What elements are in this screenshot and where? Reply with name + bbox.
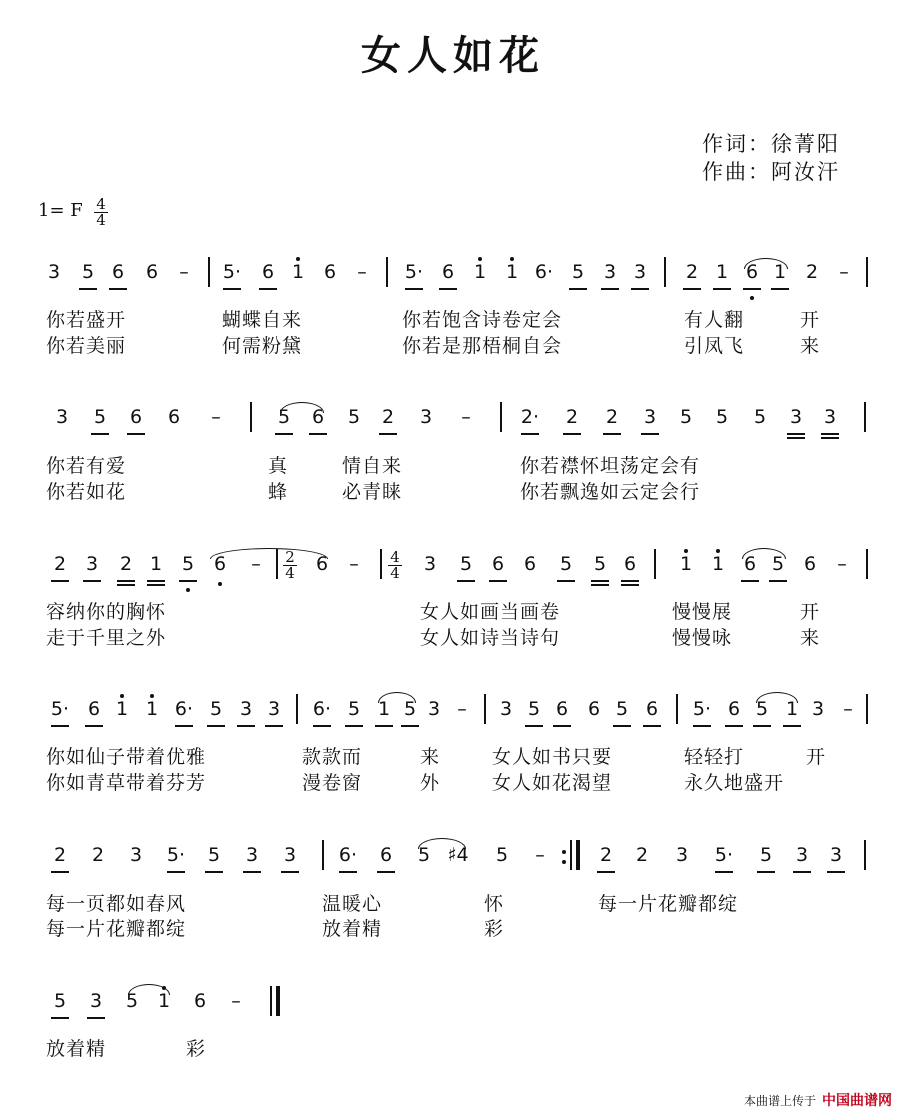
note: 2 [685, 261, 699, 283]
lyric-line-2c: 你若是那梧桐自会 [402, 335, 563, 357]
lyric-line-6b: 女人如诗当诗句 [420, 627, 561, 649]
note: 3 [427, 698, 441, 720]
beam-line [117, 580, 135, 582]
beam-line [725, 725, 743, 727]
lyric-line-2e: 来 [800, 335, 821, 357]
note: 6 [315, 553, 329, 575]
note: 2 [91, 844, 105, 866]
beam-line [83, 580, 101, 582]
note: 2 [605, 406, 619, 428]
note: 2 [599, 844, 613, 866]
note: 3 [795, 844, 809, 866]
note: 5 [347, 406, 361, 428]
note: 6 [129, 406, 143, 428]
song-title: 女人如花 [361, 32, 545, 79]
note: 2 [635, 844, 649, 866]
footer-brand-logo: 中国曲谱网 [822, 1093, 892, 1109]
note: 5 [527, 698, 541, 720]
barline [664, 257, 666, 287]
note: 6 [311, 406, 325, 428]
beam-line [621, 584, 639, 586]
octave-dot-below [750, 296, 754, 300]
note: 2 [119, 553, 133, 575]
beam-line [109, 288, 127, 290]
note: 5 [679, 406, 693, 428]
note: 2· [520, 406, 540, 428]
beam-line [51, 580, 69, 582]
note: 6 [145, 261, 159, 283]
lyric-line-8a: 你如青草带着芬芳 [46, 772, 207, 794]
beam-line [713, 288, 731, 290]
note: – [349, 553, 359, 575]
beam-line [345, 725, 363, 727]
lyric-line-5a: 容纳你的胸怀 [46, 601, 167, 623]
note: 5 [571, 261, 585, 283]
lyric-line-9a: 每一页都如春风 [46, 893, 187, 915]
beam-line [147, 580, 165, 582]
note: 5 [209, 698, 223, 720]
octave-dot-above [150, 694, 154, 698]
note: 6 [111, 261, 125, 283]
beam-line [563, 433, 581, 435]
beam-line [51, 871, 69, 873]
note: 5 [417, 844, 431, 866]
barline [380, 549, 382, 579]
footer-credit [744, 1090, 892, 1110]
lyric-line-11a: 放着精 [46, 1038, 107, 1060]
lyric-line-7d: 女人如书只要 [492, 746, 613, 768]
beam-line [489, 580, 507, 582]
note: 5 [615, 698, 629, 720]
octave-dot-above [120, 694, 124, 698]
lyric-line-7c: 来 [420, 746, 441, 768]
lyric-line-5b: 女人如画当画卷 [420, 601, 561, 623]
lyric-line-8d: 女人如花渴望 [492, 772, 613, 794]
note: 6 [587, 698, 601, 720]
note: 6 [743, 553, 757, 575]
note: 3 [829, 844, 843, 866]
note: 2 [53, 844, 67, 866]
note: 1 [145, 698, 159, 720]
slur [378, 692, 416, 703]
octave-dot-above [716, 549, 720, 553]
note: 2 [53, 553, 67, 575]
beam-line [51, 725, 69, 727]
beam-line [753, 725, 771, 727]
barline [296, 694, 298, 724]
lyric-line-1b: 蝴蝶自来 [222, 309, 303, 331]
beam-line [715, 871, 733, 873]
note: – [461, 406, 471, 428]
slur [280, 402, 324, 413]
beam-line [127, 433, 145, 435]
beam-line [827, 871, 845, 873]
lyric-line-10b: 放着精 [322, 918, 383, 940]
beam-line [553, 725, 571, 727]
barline [484, 694, 486, 724]
beam-line [521, 433, 539, 435]
beam-line [175, 725, 193, 727]
beam-line [243, 871, 261, 873]
time-change-2-4-top: 2 [283, 550, 297, 566]
note: 1 [711, 553, 725, 575]
beam-line [821, 437, 839, 439]
note: 1 [679, 553, 693, 575]
octave-dot-above [510, 257, 514, 261]
lyric-line-2d: 引凤飞 [684, 335, 745, 357]
note: 5 [753, 406, 767, 428]
lyric-line-9b: 温暖心 [322, 893, 383, 915]
note: 5 [759, 844, 773, 866]
time-change-4-4-top: 4 [388, 550, 402, 566]
note: ♯4 [447, 844, 469, 866]
barline [500, 402, 502, 432]
note: 3 [245, 844, 259, 866]
note: 3 [823, 406, 837, 428]
note: 6 [523, 553, 537, 575]
note: 1 [773, 261, 787, 283]
note: 1 [473, 261, 487, 283]
note: 6 [803, 553, 817, 575]
slur [744, 258, 788, 269]
beam-line [281, 871, 299, 873]
beam-line [613, 725, 631, 727]
lyric-line-5d: 开 [800, 601, 821, 623]
note: 5 [495, 844, 509, 866]
note: 3 [239, 698, 253, 720]
note: 5 [277, 406, 291, 428]
note: 5 [559, 553, 573, 575]
lyric-line-9d: 每一片花瓣都绽 [598, 893, 739, 915]
note: 1 [291, 261, 305, 283]
barline [866, 257, 868, 287]
beam-line [339, 871, 357, 873]
barline [866, 549, 868, 579]
lyric-line-4a: 你若如花 [46, 481, 127, 503]
lyric-line-2b: 何需粉黛 [222, 335, 303, 357]
note: 6 [745, 261, 759, 283]
lyric-line-7e: 轻轻打 [684, 746, 745, 768]
beam-line [621, 580, 639, 582]
repeat-dot [562, 860, 566, 864]
barline [322, 840, 324, 870]
lyric-line-1a: 你若盛开 [46, 309, 127, 331]
beam-line [641, 433, 659, 435]
time-signature-bottom: 4 [96, 211, 106, 229]
beam-line [457, 580, 475, 582]
barline [250, 402, 252, 432]
octave-dot-above [296, 257, 300, 261]
note: 3 [675, 844, 689, 866]
note: 6 [213, 553, 227, 575]
beam-line [591, 580, 609, 582]
beam-line [237, 725, 255, 727]
beam-line [693, 725, 711, 727]
beam-line [821, 433, 839, 435]
lyric-line-1d: 有人翻 [684, 309, 745, 331]
barline [208, 257, 210, 287]
note: 5· [50, 698, 70, 720]
lyric-line-1c: 你若饱含诗卷定会 [402, 309, 563, 331]
beam-line [757, 871, 775, 873]
lyric-line-2a: 你若美丽 [46, 335, 127, 357]
note: – [357, 261, 367, 283]
beam-line [643, 725, 661, 727]
note: 6 [167, 406, 181, 428]
final-barline-thick [276, 986, 280, 1016]
note: 1 [785, 698, 799, 720]
beam-line [741, 580, 759, 582]
lyric-line-7b: 款款而 [302, 746, 363, 768]
note: 5 [347, 698, 361, 720]
note: 2 [381, 406, 395, 428]
beam-line [51, 1017, 69, 1019]
octave-dot-below [186, 588, 190, 592]
beam-line [85, 725, 103, 727]
note: 6 [193, 990, 207, 1012]
note: 3 [47, 261, 61, 283]
lyric-line-8b: 漫卷窗 [302, 772, 363, 794]
lyric-line-7a: 你如仙子带着优雅 [46, 746, 207, 768]
beam-line [223, 288, 241, 290]
note: 5 [207, 844, 221, 866]
note: 3 [423, 553, 437, 575]
note: 3 [811, 698, 825, 720]
beam-line [771, 288, 789, 290]
beam-line [265, 725, 283, 727]
note: 5· [404, 261, 424, 283]
lyric-line-9c: 怀 [484, 893, 505, 915]
beam-line [205, 871, 223, 873]
note: – [535, 844, 545, 866]
lyric-line-4d: 你若飘逸如云定会行 [520, 481, 701, 503]
time-change-4-4 [388, 550, 402, 581]
note: 1 [157, 990, 171, 1012]
time-signature-top: 4 [94, 197, 108, 213]
lyric-line-8e: 永久地盛开 [684, 772, 785, 794]
note: 5· [166, 844, 186, 866]
beam-line [379, 433, 397, 435]
barline [864, 840, 866, 870]
beam-line [603, 433, 621, 435]
repeat-barline-thick [576, 840, 580, 870]
slur [756, 692, 798, 703]
note: – [837, 553, 847, 575]
beam-line [309, 433, 327, 435]
lyric-line-11b: 彩 [186, 1038, 207, 1060]
time-change-2-4-bottom: 4 [285, 564, 295, 582]
lyric-line-3c: 情自来 [342, 455, 403, 477]
note: 6· [338, 844, 358, 866]
note: – [251, 553, 261, 575]
lyric-line-3d: 你若襟怀坦荡定会有 [520, 455, 701, 477]
note: 5 [125, 990, 139, 1012]
beam-line [597, 871, 615, 873]
note: – [457, 698, 467, 720]
barline [866, 694, 868, 724]
note: 3 [85, 553, 99, 575]
beam-line [787, 433, 805, 435]
beam-line [525, 725, 543, 727]
note: 5 [755, 698, 769, 720]
beam-line [557, 580, 575, 582]
octave-dot-below [218, 582, 222, 586]
note: 6 [623, 553, 637, 575]
beam-line [259, 288, 277, 290]
final-barline [270, 986, 272, 1016]
lyric-line-8c: 外 [420, 772, 441, 794]
beam-line [743, 288, 761, 290]
note: 6 [555, 698, 569, 720]
note: 3 [55, 406, 69, 428]
note: 6 [379, 844, 393, 866]
note: – [843, 698, 853, 720]
slur [418, 838, 466, 849]
beam-line [275, 433, 293, 435]
note: 1 [149, 553, 163, 575]
lyricist-credit: 作词：徐菁阳 [702, 132, 840, 156]
composer-credit: 作曲：阿汝汗 [702, 160, 840, 184]
time-signature [94, 197, 108, 228]
note: 6· [534, 261, 554, 283]
lyric-line-5c: 慢慢展 [672, 601, 733, 623]
slur [742, 548, 786, 559]
lyric-line-10a: 每一片花瓣都绽 [46, 918, 187, 940]
note: – [231, 990, 241, 1012]
beam-line [631, 288, 649, 290]
note: – [179, 261, 189, 283]
note: 3 [789, 406, 803, 428]
lyric-line-6d: 来 [800, 627, 821, 649]
beam-line [405, 288, 423, 290]
barline [676, 694, 678, 724]
barline [654, 549, 656, 579]
beam-line [601, 288, 619, 290]
beam-line [569, 288, 587, 290]
note: – [839, 261, 849, 283]
beam-line [787, 437, 805, 439]
note: 3 [129, 844, 143, 866]
repeat-barline [570, 840, 572, 870]
beam-line [117, 584, 135, 586]
note: – [211, 406, 221, 428]
barline [386, 257, 388, 287]
note: 6· [174, 698, 194, 720]
beam-line [147, 584, 165, 586]
note: 3 [633, 261, 647, 283]
note: 5 [81, 261, 95, 283]
beam-line [683, 288, 701, 290]
beam-line [783, 725, 801, 727]
beam-line [769, 580, 787, 582]
lyric-line-4c: 必青睐 [342, 481, 403, 503]
note: 3 [89, 990, 103, 1012]
beam-line [793, 871, 811, 873]
note: 5 [403, 698, 417, 720]
note: 5 [593, 553, 607, 575]
beam-line [167, 871, 185, 873]
note: 6 [441, 261, 455, 283]
lyric-line-4b: 蜂 [268, 481, 289, 503]
note: 2 [565, 406, 579, 428]
octave-dot-above [478, 257, 482, 261]
lyric-line-10c: 彩 [484, 918, 505, 940]
note: 3 [603, 261, 617, 283]
note: 5 [771, 553, 785, 575]
repeat-dot [562, 850, 566, 854]
beam-line [313, 725, 331, 727]
note: 5 [93, 406, 107, 428]
lyric-line-3a: 你若有爱 [46, 455, 127, 477]
note: 3 [419, 406, 433, 428]
note: 3 [499, 698, 513, 720]
note: 1 [505, 261, 519, 283]
note: 5· [692, 698, 712, 720]
lyric-line-6a: 走于千里之外 [46, 627, 167, 649]
note: 5· [714, 844, 734, 866]
time-change-4-4-bottom: 4 [390, 564, 400, 582]
beam-line [207, 725, 225, 727]
beam-line [79, 288, 97, 290]
note: 5· [222, 261, 242, 283]
note: 2 [805, 261, 819, 283]
barline [864, 402, 866, 432]
beam-line [91, 433, 109, 435]
beam-line [179, 580, 197, 582]
note: 6 [645, 698, 659, 720]
note: 3 [283, 844, 297, 866]
beam-line [591, 584, 609, 586]
note: 3 [267, 698, 281, 720]
note: 6 [87, 698, 101, 720]
beam-line [87, 1017, 105, 1019]
beam-line [439, 288, 457, 290]
note: 1 [115, 698, 129, 720]
beam-line [401, 725, 419, 727]
note: 1 [377, 698, 391, 720]
beam-line [375, 725, 393, 727]
note: 6 [727, 698, 741, 720]
slur [210, 548, 328, 559]
lyric-line-1e: 开 [800, 309, 821, 331]
footer-text: 本曲谱上传于 [743, 1094, 816, 1108]
note: 1 [715, 261, 729, 283]
lyric-line-6c: 慢慢咏 [672, 627, 733, 649]
lyric-line-7f: 开 [806, 746, 827, 768]
beam-line [377, 871, 395, 873]
note: 5 [181, 553, 195, 575]
note: 6 [261, 261, 275, 283]
octave-dot-above [684, 549, 688, 553]
note: 6· [312, 698, 332, 720]
note: 6 [491, 553, 505, 575]
time-change-2-4 [283, 550, 297, 581]
note: 3 [643, 406, 657, 428]
note: 5 [53, 990, 67, 1012]
note: 5 [715, 406, 729, 428]
note: 6 [323, 261, 337, 283]
lyric-line-3b: 真 [268, 455, 289, 477]
note: 5 [459, 553, 473, 575]
key-signature: 1= F [38, 200, 83, 221]
